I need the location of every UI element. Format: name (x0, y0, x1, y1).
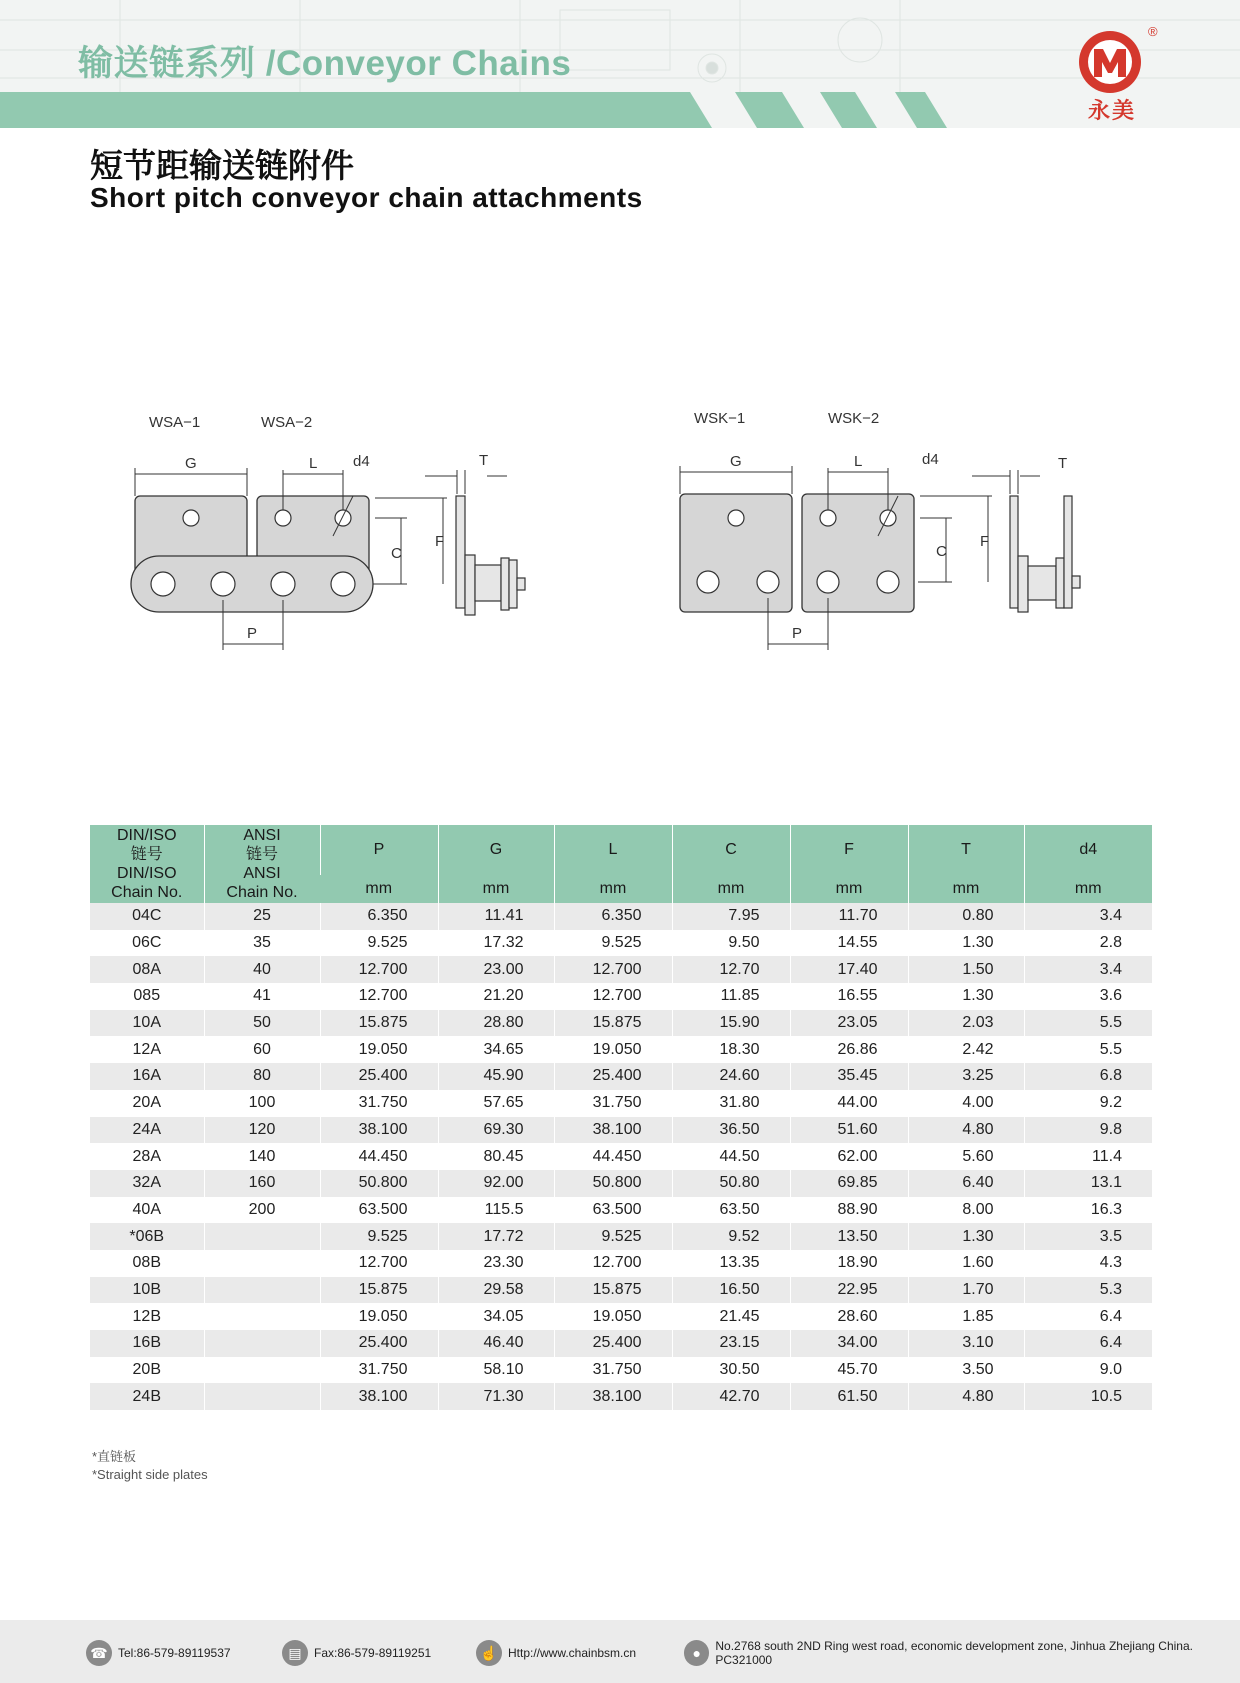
table-cell: 45.70 (790, 1357, 908, 1384)
table-row (90, 1010, 1152, 1037)
table-row (90, 1143, 1152, 1170)
table-cell: 3.6 (1024, 983, 1152, 1010)
table-cell: 50.80 (672, 1170, 790, 1197)
table-cell: 1.30 (908, 983, 1024, 1010)
table-cell: 71.30 (438, 1383, 554, 1410)
table-cell: 06C (90, 930, 204, 957)
unit-t: mm (908, 875, 1024, 903)
table-cell: 20A (90, 1090, 204, 1117)
table-cell: 20B (90, 1357, 204, 1384)
header-g: G (438, 825, 554, 875)
table-cell: 15.875 (320, 1277, 438, 1304)
table-cell: 36.50 (672, 1117, 790, 1144)
label-wsa1: WSA−1 (149, 414, 201, 431)
table-cell: 9.525 (320, 1223, 438, 1250)
table-row (90, 930, 1152, 957)
table-cell: 3.50 (908, 1357, 1024, 1384)
table-cell: 15.875 (320, 1010, 438, 1037)
dim-l: L (309, 455, 318, 472)
table-cell: 8.00 (908, 1197, 1024, 1224)
table-row (90, 1197, 1152, 1224)
table-cell: 63.500 (320, 1197, 438, 1224)
table-cell: 57.65 (438, 1090, 554, 1117)
table-cell: 2.8 (1024, 930, 1152, 957)
table-cell: 9.52 (672, 1223, 790, 1250)
table-cell: 31.750 (320, 1090, 438, 1117)
table-cell: 31.750 (554, 1357, 672, 1384)
tel-text: Tel:86-579-89119537 (118, 1646, 231, 1660)
dim-g: G (185, 455, 197, 472)
table-row (90, 1303, 1152, 1330)
table-cell: 2.42 (908, 1036, 1024, 1063)
table-cell: 13.1 (1024, 1170, 1152, 1197)
table-cell: 5.3 (1024, 1277, 1152, 1304)
table-row (90, 1170, 1152, 1197)
dim-t-2: T (1058, 455, 1068, 472)
dim-c: C (391, 545, 402, 562)
table-cell: 16.55 (790, 983, 908, 1010)
table-cell: 6.350 (320, 903, 438, 930)
table-cell: 60 (204, 1036, 320, 1063)
table-cell: 31.80 (672, 1090, 790, 1117)
table-cell: 92.00 (438, 1170, 554, 1197)
section-title: 输送链系列 /Conveyor Chains (78, 44, 572, 83)
table-cell: 5.5 (1024, 1010, 1152, 1037)
label-wsa2: WSA−2 (261, 414, 313, 431)
table-cell: 26.86 (790, 1036, 908, 1063)
table-cell: 63.500 (554, 1197, 672, 1224)
table-cell: 6.8 (1024, 1063, 1152, 1090)
header-din-iso: DIN/ISO 链号 DIN/ISO Chain No. (90, 825, 204, 903)
diagram-wsa (125, 400, 595, 660)
table-cell: 11.4 (1024, 1143, 1152, 1170)
table-cell: 19.050 (320, 1036, 438, 1063)
table-cell: 18.30 (672, 1036, 790, 1063)
table-cell: 31.750 (320, 1357, 438, 1384)
location-icon: ● (684, 1640, 709, 1666)
table-cell: 61.50 (790, 1383, 908, 1410)
table-cell: 6.4 (1024, 1330, 1152, 1357)
table-cell: 0.80 (908, 903, 1024, 930)
footer-web[interactable] (476, 1640, 636, 1666)
table-cell: 12.700 (554, 983, 672, 1010)
footer-tel (86, 1640, 231, 1666)
table-cell: 16.3 (1024, 1197, 1152, 1224)
dim-p-2: P (792, 625, 803, 642)
table-cell: 50.800 (554, 1170, 672, 1197)
dim-p: P (247, 625, 258, 642)
table-cell: 38.100 (320, 1383, 438, 1410)
table-cell: 1.30 (908, 1223, 1024, 1250)
table-cell (204, 1250, 320, 1277)
table-row (90, 1063, 1152, 1090)
table-cell: 16B (90, 1330, 204, 1357)
table-cell: 25.400 (554, 1063, 672, 1090)
table-cell: 38.100 (554, 1117, 672, 1144)
table-cell: 12.700 (554, 1250, 672, 1277)
table-cell: 23.05 (790, 1010, 908, 1037)
table-cell: 44.450 (320, 1143, 438, 1170)
unit-c: mm (672, 875, 790, 903)
table-cell (204, 1357, 320, 1384)
table-cell: 15.875 (554, 1277, 672, 1304)
table-cell: 21.45 (672, 1303, 790, 1330)
table-cell: 46.40 (438, 1330, 554, 1357)
table-cell: 13.50 (790, 1223, 908, 1250)
table-cell: 24.60 (672, 1063, 790, 1090)
table-cell: 31.750 (554, 1090, 672, 1117)
table-cell: 1.60 (908, 1250, 1024, 1277)
header-l: L (554, 825, 672, 875)
table-cell (204, 1330, 320, 1357)
table-cell: 5.5 (1024, 1036, 1152, 1063)
table-cell: 12A (90, 1036, 204, 1063)
table-cell: 11.41 (438, 903, 554, 930)
table-cell: 24B (90, 1383, 204, 1410)
table-cell: 34.05 (438, 1303, 554, 1330)
table-cell: 25.400 (320, 1330, 438, 1357)
table-cell: 3.4 (1024, 956, 1152, 983)
table-row (90, 1277, 1152, 1304)
table-cell: 28A (90, 1143, 204, 1170)
table-cell: 6.350 (554, 903, 672, 930)
table-cell: 11.85 (672, 983, 790, 1010)
table-cell (204, 1223, 320, 1250)
table-cell: 62.00 (790, 1143, 908, 1170)
table-cell (204, 1277, 320, 1304)
table-cell: 15.90 (672, 1010, 790, 1037)
dim-d4-2: d4 (922, 451, 939, 468)
header-f: F (790, 825, 908, 875)
table-cell: 3.5 (1024, 1223, 1152, 1250)
table-cell: 50.800 (320, 1170, 438, 1197)
header-d4: d4 (1024, 825, 1152, 875)
table-cell: 9.525 (554, 930, 672, 957)
address-text: No.2768 south 2ND Ring west road, economic development zone, Jinhua Zhejiang China. PC321000 (715, 1639, 1193, 1667)
table-cell: 32A (90, 1170, 204, 1197)
table-cell: 40A (90, 1197, 204, 1224)
table-cell: 80 (204, 1063, 320, 1090)
header-band (0, 92, 1240, 128)
table-cell: 38.100 (320, 1117, 438, 1144)
table-cell: 22.95 (790, 1277, 908, 1304)
table-cell: 9.525 (554, 1223, 672, 1250)
table-cell: 15.875 (554, 1010, 672, 1037)
phone-icon: ☎ (86, 1640, 112, 1666)
table-cell: 23.00 (438, 956, 554, 983)
table-row (90, 1330, 1152, 1357)
table-cell: 34.65 (438, 1036, 554, 1063)
dim-t: T (479, 452, 489, 469)
table-cell: 085 (90, 983, 204, 1010)
dim-l-2: L (854, 453, 863, 470)
table-cell: 6.40 (908, 1170, 1024, 1197)
table-cell: 4.00 (908, 1090, 1024, 1117)
table-cell (204, 1303, 320, 1330)
table-cell: 4.80 (908, 1383, 1024, 1410)
table-row (90, 1250, 1152, 1277)
web-link[interactable]: Http://www.chainbsm.cn (508, 1646, 637, 1660)
table-cell: 200 (204, 1197, 320, 1224)
table-row (90, 1117, 1152, 1144)
table-row (90, 903, 1152, 930)
table-cell: 3.4 (1024, 903, 1152, 930)
table-row (90, 956, 1152, 983)
table-cell: 58.10 (438, 1357, 554, 1384)
table-cell: 6.4 (1024, 1303, 1152, 1330)
table-cell: 12.70 (672, 956, 790, 983)
table-cell: 24A (90, 1117, 204, 1144)
table-row (90, 1223, 1152, 1250)
label-wsk2: WSK−2 (828, 410, 880, 427)
table-cell: 23.30 (438, 1250, 554, 1277)
table-cell: 11.70 (790, 903, 908, 930)
table-cell: 38.100 (554, 1383, 672, 1410)
table-cell: 12.700 (554, 956, 672, 983)
table-cell: 17.32 (438, 930, 554, 957)
table-cell: 2.03 (908, 1010, 1024, 1037)
diagram-wsk (670, 398, 1140, 658)
header-t: T (908, 825, 1024, 875)
table-cell: 42.70 (672, 1383, 790, 1410)
table-cell: 1.70 (908, 1277, 1024, 1304)
table-cell: 35.45 (790, 1063, 908, 1090)
table-cell: 1.50 (908, 956, 1024, 983)
table-cell: 120 (204, 1117, 320, 1144)
table-cell: 16.50 (672, 1277, 790, 1304)
header-p: P (320, 825, 438, 875)
table-cell: 19.050 (554, 1303, 672, 1330)
table-cell: 9.0 (1024, 1357, 1152, 1384)
table-cell: 25 (204, 903, 320, 930)
table-cell: 08B (90, 1250, 204, 1277)
table-cell: 29.58 (438, 1277, 554, 1304)
dim-d4: d4 (353, 453, 370, 470)
table-cell: 1.85 (908, 1303, 1024, 1330)
label-wsk1: WSK−1 (694, 410, 746, 427)
table-cell: 44.50 (672, 1143, 790, 1170)
table-cell: 1.30 (908, 930, 1024, 957)
header-ansi: ANSI 链号 ANSI Chain No. (204, 825, 320, 903)
table-cell: 63.50 (672, 1197, 790, 1224)
table-cell: 9.525 (320, 930, 438, 957)
table-cell: 4.3 (1024, 1250, 1152, 1277)
table-cell: 7.95 (672, 903, 790, 930)
spec-table (90, 825, 1152, 1410)
logo-mark-icon (1077, 29, 1143, 95)
dim-c-2: C (936, 543, 947, 560)
table-cell: 17.72 (438, 1223, 554, 1250)
table-cell: 28.80 (438, 1010, 554, 1037)
logo-brand-text: 永美 (1087, 98, 1136, 123)
table-cell: 3.10 (908, 1330, 1024, 1357)
table-cell: 16A (90, 1063, 204, 1090)
table-cell: 100 (204, 1090, 320, 1117)
table-cell: 3.25 (908, 1063, 1024, 1090)
table-cell: 51.60 (790, 1117, 908, 1144)
registered-mark: ® (1148, 24, 1158, 39)
table-cell: 34.00 (790, 1330, 908, 1357)
unit-p: mm (320, 875, 438, 903)
page-heading-en: Short pitch conveyor chain attachments (90, 182, 643, 213)
table-cell: 12B (90, 1303, 204, 1330)
unit-f: mm (790, 875, 908, 903)
table-cell: 30.50 (672, 1357, 790, 1384)
table-row (90, 1357, 1152, 1384)
table-cell: 9.50 (672, 930, 790, 957)
table-cell: 23.15 (672, 1330, 790, 1357)
table-cell: 08A (90, 956, 204, 983)
table-cell: 9.2 (1024, 1090, 1152, 1117)
table-cell: 19.050 (320, 1303, 438, 1330)
unit-l: mm (554, 875, 672, 903)
table-cell: 140 (204, 1143, 320, 1170)
footer-address (684, 1640, 1240, 1666)
table-cell: 35 (204, 930, 320, 957)
footer-fax (282, 1640, 431, 1666)
table-cell: 21.20 (438, 983, 554, 1010)
table-cell: 25.400 (320, 1063, 438, 1090)
table-cell: 40 (204, 956, 320, 983)
table-cell: 10A (90, 1010, 204, 1037)
table-cell: 17.40 (790, 956, 908, 983)
footnote-cn: *直链板 (92, 1449, 137, 1464)
table-cell: 25.400 (554, 1330, 672, 1357)
dim-f: F (435, 533, 445, 550)
table-cell: 5.60 (908, 1143, 1024, 1170)
table-cell: 9.8 (1024, 1117, 1152, 1144)
table-cell: 13.35 (672, 1250, 790, 1277)
table-cell: 18.90 (790, 1250, 908, 1277)
table-cell: 12.700 (320, 956, 438, 983)
table-cell: 45.90 (438, 1063, 554, 1090)
table-cell: 10B (90, 1277, 204, 1304)
footnote (92, 1448, 208, 1484)
fax-icon: ▤ (282, 1640, 308, 1666)
table-cell: 41 (204, 983, 320, 1010)
table-body (90, 903, 1152, 1410)
table-row (90, 1036, 1152, 1063)
table-cell: *06B (90, 1223, 204, 1250)
table-cell: 160 (204, 1170, 320, 1197)
dim-g-2: G (730, 453, 742, 470)
fax-text: Fax:86-579-89119251 (314, 1646, 432, 1660)
table-row (90, 1383, 1152, 1410)
company-logo (1072, 24, 1168, 124)
header-c: C (672, 825, 790, 875)
table-cell: 115.5 (438, 1197, 554, 1224)
table-cell: 69.30 (438, 1117, 554, 1144)
table-cell: 04C (90, 903, 204, 930)
page-header (0, 0, 1240, 128)
web-icon: ☝ (476, 1640, 502, 1666)
table-cell: 12.700 (320, 1250, 438, 1277)
table-cell: 12.700 (320, 983, 438, 1010)
table-cell: 14.55 (790, 930, 908, 957)
footnote-en: *Straight side plates (92, 1467, 208, 1482)
page-footer (0, 1620, 1240, 1683)
table-cell: 10.5 (1024, 1383, 1152, 1410)
table-cell: 19.050 (554, 1036, 672, 1063)
table-row (90, 1090, 1152, 1117)
unit-g: mm (438, 875, 554, 903)
table-cell (204, 1383, 320, 1410)
table-row (90, 983, 1152, 1010)
page-heading-cn: 短节距输送链附件 (90, 147, 354, 184)
table-cell: 44.00 (790, 1090, 908, 1117)
table-cell: 88.90 (790, 1197, 908, 1224)
dim-f-2: F (980, 533, 990, 550)
table-cell: 44.450 (554, 1143, 672, 1170)
table-cell: 4.80 (908, 1117, 1024, 1144)
table-cell: 69.85 (790, 1170, 908, 1197)
table-cell: 28.60 (790, 1303, 908, 1330)
table-cell: 50 (204, 1010, 320, 1037)
table-cell: 80.45 (438, 1143, 554, 1170)
unit-d4: mm (1024, 875, 1152, 903)
